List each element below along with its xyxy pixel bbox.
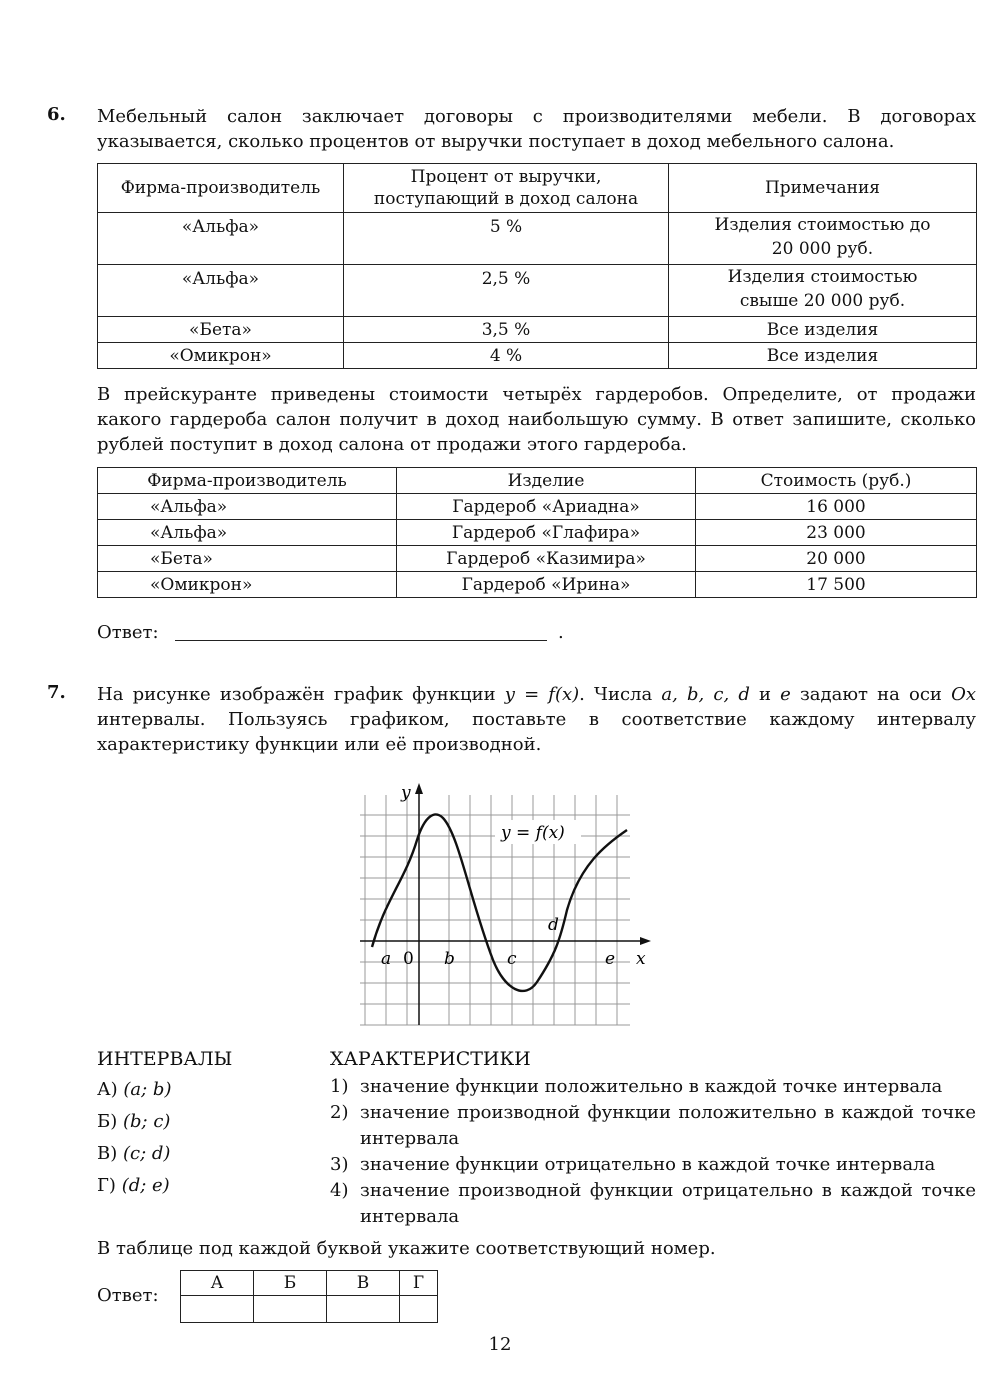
cell-price: 16 000 <box>696 494 977 520</box>
task6-answer-label: Ответ: <box>97 622 159 643</box>
characteristic-number: 3) <box>330 1154 349 1175</box>
intro-text: . Числа <box>579 684 662 705</box>
interval-value: (c; d) <box>122 1143 171 1164</box>
task7-instruction: В таблице под каждой буквой укажите соответствующий номер. <box>97 1238 716 1259</box>
characteristic-text: значение производной функции положительно в каждой точке интервала <box>360 1102 976 1149</box>
cell-note: Все изделия <box>669 317 977 343</box>
col-header-price: Стоимость (руб.) <box>696 468 977 494</box>
cell-percent: 3,5 % <box>344 317 669 343</box>
cell-firm: «Омикрон» <box>98 343 344 369</box>
characteristic-number: 2) <box>330 1102 349 1123</box>
list-item <box>330 1152 976 1178</box>
intro-text: задают на оси <box>790 684 952 705</box>
cell-firm: «Бета» <box>98 546 397 572</box>
cell-item: Гардероб «Глафира» <box>397 520 696 546</box>
curve-label: y = f(x) <box>501 823 565 843</box>
characteristic-number: 1) <box>330 1076 349 1097</box>
interval-label: Б) <box>97 1111 118 1132</box>
cell-firm: «Альфа» <box>98 265 344 317</box>
cell-item: Гардероб «Казимира» <box>397 546 696 572</box>
table-row <box>98 213 977 265</box>
interval-label: А) <box>97 1079 118 1100</box>
table-row <box>98 343 977 369</box>
task7-intro <box>97 682 976 757</box>
x-axis-label: x <box>636 949 646 969</box>
answer-cell-b[interactable] <box>254 1296 327 1323</box>
cell-firm: «Бета» <box>98 317 344 343</box>
list-item <box>97 1170 171 1202</box>
function-graph <box>355 780 655 1030</box>
table-row <box>98 546 977 572</box>
page-number: 12 <box>488 1334 512 1355</box>
cell-price: 20 000 <box>696 546 977 572</box>
interval-value: (a; b) <box>123 1079 172 1100</box>
intervals-list <box>97 1074 171 1202</box>
intro-text: На рисунке изображён график функции <box>97 684 505 705</box>
answer-header-a: А <box>181 1271 254 1296</box>
interval-value: (b; c) <box>122 1111 171 1132</box>
cell-price: 17 500 <box>696 572 977 598</box>
task6-number: 6. <box>47 104 66 125</box>
answer-header-b: Б <box>254 1271 327 1296</box>
table-row <box>98 494 977 520</box>
y-axis-arrow <box>415 783 423 794</box>
cell-note: Изделия стоимостью до 20 000 руб. <box>669 213 977 265</box>
label-d: d <box>548 915 559 935</box>
cell-note: Все изделия <box>669 343 977 369</box>
table-row <box>98 317 977 343</box>
cell-firm: «Альфа» <box>98 213 344 265</box>
cell-percent: 4 % <box>344 343 669 369</box>
interval-value: (d; e) <box>121 1175 170 1196</box>
task7-number: 7. <box>47 682 66 703</box>
answer-table <box>180 1270 438 1323</box>
list-item <box>330 1178 976 1230</box>
answer-header-v: В <box>327 1271 400 1296</box>
characteristic-text: значение функции положительно в каждой точке интервала <box>360 1076 943 1097</box>
characteristics-title: ХАРАКТЕРИСТИКИ <box>330 1048 531 1070</box>
interval-label: Г) <box>97 1175 116 1196</box>
list-item <box>97 1074 171 1106</box>
axis-name: Ox <box>951 684 976 705</box>
task7-answer-label: Ответ: <box>97 1285 159 1306</box>
table-row <box>98 572 977 598</box>
col-header-firm: Фирма-производитель <box>98 468 397 494</box>
task6-intro: Мебельный салон заключает договоры с производителями мебели. В договорах указывается, сколько процентов от выручки поступает в доход мебельного салона. <box>97 106 976 152</box>
table-row <box>98 265 977 317</box>
characteristic-number: 4) <box>330 1180 349 1201</box>
characteristic-text: значение производной функции отрицательно в каждой точке интервала <box>360 1180 976 1227</box>
answer-cell-a[interactable] <box>181 1296 254 1323</box>
col-header-item: Изделие <box>397 468 696 494</box>
answer-cell-v[interactable] <box>327 1296 400 1323</box>
function-formula: y = f(x) <box>504 684 580 705</box>
intervals-title: ИНТЕРВАЛЫ <box>97 1048 233 1070</box>
answer-header-g: Г <box>400 1271 438 1296</box>
characteristics-list <box>330 1074 976 1230</box>
intro-text: и <box>749 684 781 705</box>
cell-item: Гардероб «Ариадна» <box>397 494 696 520</box>
intro-text: интервалы. Пользуясь графиком, поставьте в соответствие каждому интервалу характеристику функции или её производной. <box>97 709 976 755</box>
characteristic-text: значение функции отрицательно в каждой точке интервала <box>360 1154 936 1175</box>
label-e: e <box>605 949 616 969</box>
cell-firm: «Альфа» <box>98 520 397 546</box>
cell-price: 23 000 <box>696 520 977 546</box>
task6-answer-field[interactable] <box>175 640 547 641</box>
list-item <box>97 1138 171 1170</box>
cell-firm: «Омикрон» <box>98 572 397 598</box>
interval-letters: a, b, c, d <box>661 684 750 705</box>
cell-firm: «Альфа» <box>98 494 397 520</box>
cell-percent: 5 % <box>344 213 669 265</box>
label-a: a <box>381 949 392 969</box>
cell-item: Гардероб «Ирина» <box>397 572 696 598</box>
answer-cell-g[interactable] <box>400 1296 438 1323</box>
label-zero: 0 <box>403 949 414 969</box>
col-header-firm: Фирма-производитель <box>98 164 344 213</box>
table-row <box>98 520 977 546</box>
task6-answer-dot: . <box>558 622 564 643</box>
list-item <box>330 1074 976 1100</box>
cell-percent: 2,5 % <box>344 265 669 317</box>
list-item <box>97 1106 171 1138</box>
col-header-percent: Процент от выручки, поступающий в доход салона <box>344 164 669 213</box>
col-header-notes: Примечания <box>669 164 977 213</box>
interval-letter-e: e <box>780 684 791 705</box>
commission-table <box>97 163 977 369</box>
label-c: c <box>507 949 517 969</box>
task6-question: В прейскуранте приведены стоимости четырёх гардеробов. Определите, от продажи какого гардероба салон получит в доход наибольшую сумму. В ответ запишите, сколько рублей поступит в доход салона от продажи этого гардероба. <box>97 384 976 455</box>
price-table <box>97 467 977 598</box>
label-b: b <box>444 949 455 969</box>
y-axis-label: y <box>401 783 411 803</box>
interval-label: В) <box>97 1143 118 1164</box>
x-axis-arrow <box>640 937 651 945</box>
cell-note: Изделия стоимостью свыше 20 000 руб. <box>669 265 977 317</box>
list-item <box>330 1100 976 1152</box>
